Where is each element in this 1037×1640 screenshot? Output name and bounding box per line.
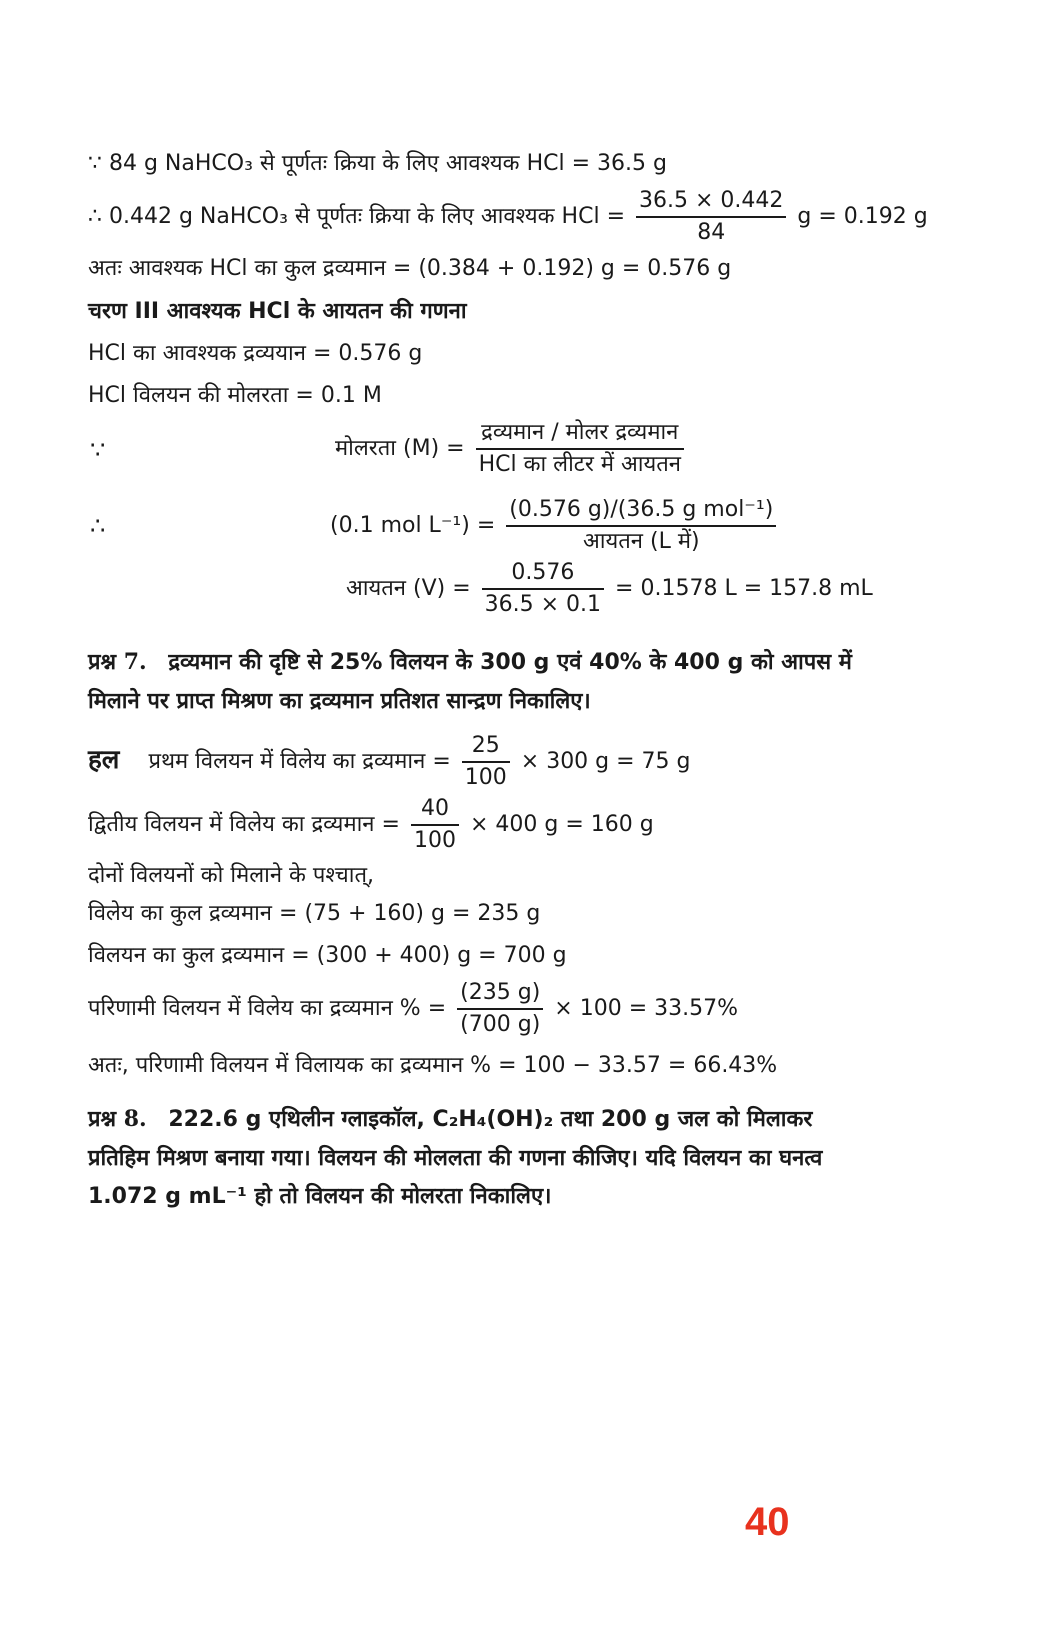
denominator: HCl का लीटर में आयतन <box>478 452 682 477</box>
question-text: 222.6 g एथिलीन ग्लाइकॉल, C₂H₄(OH)₂ तथा 200 g जल को मिलाकर <box>168 1107 813 1132</box>
fraction <box>411 796 459 854</box>
line-text: ∴ 0.442 g NaHCO₃ से पूर्णतः क्रिया के लिए आवश्यक HCl = <box>88 204 626 229</box>
fraction <box>636 188 786 246</box>
denominator: 36.5 × 0.1 <box>484 592 602 617</box>
denominator: (700 g) <box>460 1012 541 1037</box>
formula-lhs: आयतन (V) = <box>346 576 471 601</box>
solution-line-3: दोनों विलयनों को मिलाने के पश्चात्, <box>88 863 374 888</box>
therefore-symbol: ∴ <box>90 512 106 540</box>
line-text: × 300 g = 75 g <box>520 749 691 774</box>
line-total-hcl-mass: अतः आवश्यक HCl का कुल द्रव्यमान = (0.384 + 0.192) g = 0.576 g <box>88 256 732 281</box>
question-text: द्रव्यमान की दृष्टि से 25% विलयन के 300 g एवं 40% के 400 g को आपस में <box>168 650 852 675</box>
line-text: g = 0.192 g <box>797 204 928 229</box>
numerator: 40 <box>411 796 459 826</box>
denominator: 84 <box>697 220 726 245</box>
solution-line-6 <box>88 980 738 1038</box>
numerator: 25 <box>462 733 510 763</box>
fraction <box>462 733 510 791</box>
line-naHCO3-0442g <box>88 188 928 246</box>
question-8-line-1 <box>88 1105 812 1134</box>
volume-calculation <box>346 560 873 618</box>
numerator: 36.5 × 0.442 <box>636 188 786 218</box>
question-label: प्रश्न 7. <box>88 649 147 675</box>
molarity-substitution <box>330 497 780 555</box>
because-symbol: ∵ <box>90 436 106 464</box>
step3-heading: चरण III आवश्यक HCl के आयतन की गणना <box>88 299 467 324</box>
fraction <box>457 980 543 1038</box>
formula-rhs: = 0.1578 L = 157.8 mL <box>615 576 873 601</box>
line-text: × 400 g = 160 g <box>469 812 654 837</box>
solution-line-4: विलेय का कुल द्रव्यमान = (75 + 160) g = 235 g <box>88 901 541 926</box>
question-7-line-1 <box>88 648 852 677</box>
line-naHCO3-84g: ∵ 84 g NaHCO₃ से पूर्णतः क्रिया के लिए आवश्यक HCl = 36.5 g <box>88 151 667 176</box>
question-8-line-2: प्रतिहिम मिश्रण बनाया गया। विलयन की मोललता की गणना कीजिए। यदि विलयन का घनत्व <box>88 1146 823 1171</box>
line-hcl-required-mass: HCl का आवश्यक द्रव्ययान = 0.576 g <box>88 341 423 366</box>
solution-line-2 <box>88 796 654 854</box>
numerator: (0.576 g)/(36.5 g mol⁻¹) <box>506 497 776 527</box>
line-text: × 100 = 33.57% <box>554 996 739 1021</box>
denominator: 100 <box>413 828 456 853</box>
formula-lhs: (0.1 mol L⁻¹) = <box>330 513 496 538</box>
denominator: 100 <box>464 765 507 790</box>
line-text: परिणामी विलयन में विलेय का द्रव्यमान % = <box>88 996 447 1021</box>
solution-label: हल <box>88 745 120 775</box>
numerator: 0.576 <box>482 560 604 590</box>
fraction <box>476 420 684 478</box>
solution-line-5: विलयन का कुल द्रव्यमान = (300 + 400) g = 700 g <box>88 943 567 968</box>
fraction <box>506 497 776 555</box>
line-hcl-molarity: HCl विलयन की मोलरता = 0.1 M <box>88 383 382 408</box>
molarity-formula <box>335 420 688 478</box>
line-text: द्वितीय विलयन में विलेय का द्रव्यमान = <box>88 812 400 837</box>
question-7-line-2: मिलाने पर प्राप्त मिश्रण का द्रव्यमान प्रतिशत सान्द्रण निकालिए। <box>88 689 591 714</box>
line-text: प्रथम विलयन में विलेय का द्रव्यमान = <box>148 749 451 774</box>
numerator: द्रव्यमान / मोलर द्रव्यमान <box>476 420 684 450</box>
numerator: (235 g) <box>457 980 543 1010</box>
fraction <box>482 560 604 618</box>
question-label: प्रश्न 8. <box>88 1106 147 1132</box>
denominator: आयतन (L में) <box>583 529 700 554</box>
question-8-line-3: 1.072 g mL⁻¹ हो तो विलयन की मोलरता निकालिए। <box>88 1184 552 1209</box>
solution-line-1 <box>88 733 691 791</box>
solution-line-7: अतः, परिणामी विलयन में विलायक का द्रव्यमान % = 100 − 33.57 = 66.43% <box>88 1053 778 1078</box>
page-number: 40 <box>745 1500 790 1544</box>
formula-lhs: मोलरता (M) = <box>335 436 465 461</box>
